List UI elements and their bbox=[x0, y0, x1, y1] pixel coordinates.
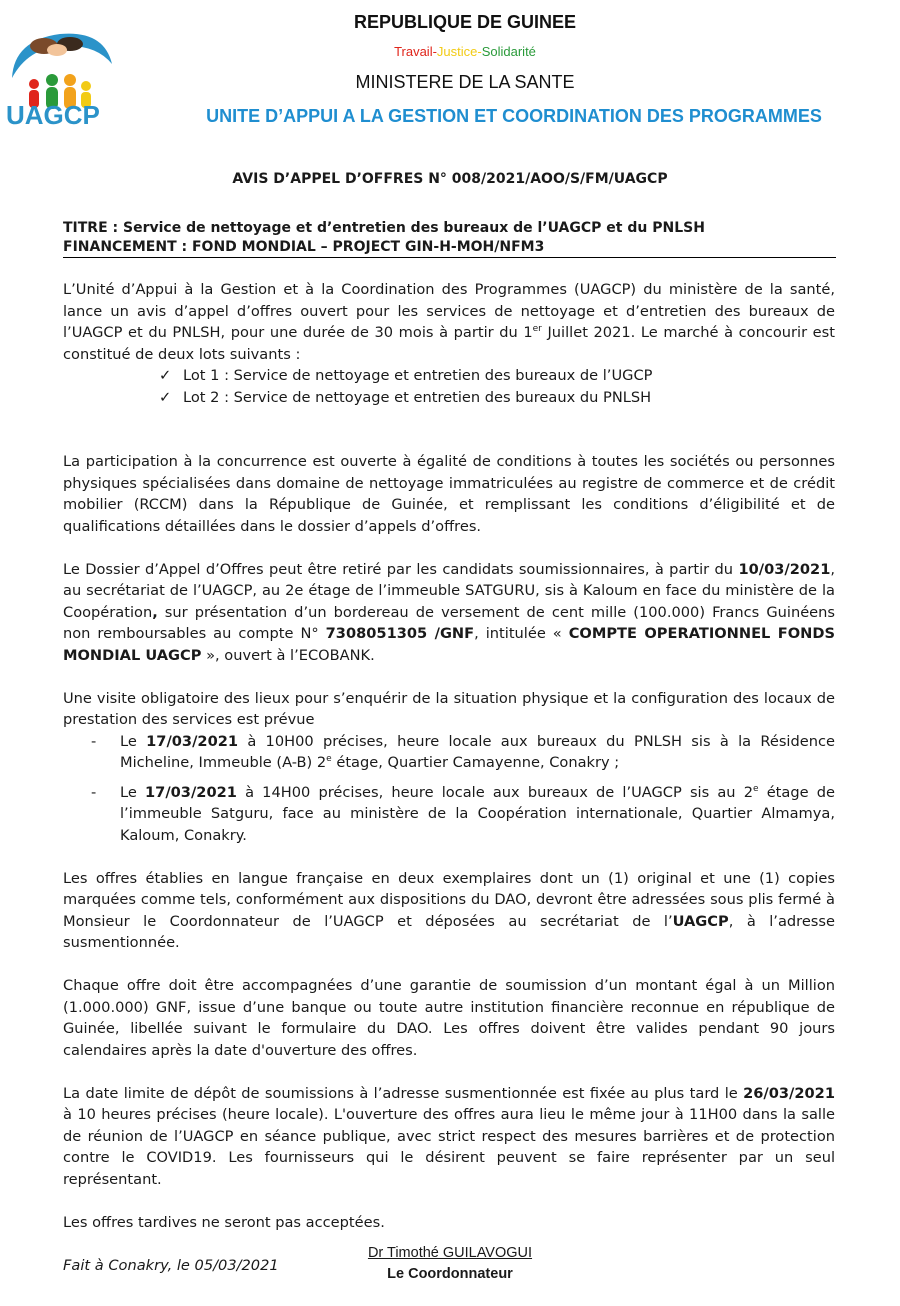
text: , au secrétariat de l’UAGCP, au 2e étage de l’immeuble SATGURU, sis à Kaloum en face du ministère de la Coopération bbox=[63, 560, 835, 621]
paragraph-dossier bbox=[63, 559, 835, 667]
paragraph-late-offers: Les offres tardives ne seront pas acceptées. bbox=[63, 1213, 385, 1231]
text: sur présentation d’un bordereau de versement de cent mille (100.000) Francs Guinéens non remboursables au compte N° bbox=[63, 603, 835, 642]
motto-solidarite: Solidarité bbox=[481, 44, 536, 59]
text: Le Dossier d’Appel d’Offres peut être retiré par les candidats soumissionnaires, à partir du bbox=[63, 560, 739, 578]
dash-mark: - bbox=[91, 732, 97, 750]
motto-justice: Justice- bbox=[436, 44, 482, 59]
divider-line bbox=[63, 257, 836, 258]
dash-mark: - bbox=[91, 783, 97, 801]
superscript: e bbox=[326, 754, 332, 765]
text: Le bbox=[120, 783, 146, 801]
ministry-title: MINISTERE DE LA SANTE bbox=[355, 72, 575, 92]
subject-line: TITRE : Service de nettoyage et d’entretien des bureaux de l’UAGCP et du PNLSH bbox=[63, 220, 705, 236]
paragraph-participation: La participation à la concurrence est ouverte à égalité de conditions à toutes les sociétés ou personnes physiques spécialisées dans domaine de nettoyage immatriculées au registre de commerce et de crédit mobilier (RCCM) dans la République de Guinée, et remplissant les conditions d’éligibilité et de qualifications détaillées dans le dossier d’appels d’offres. bbox=[63, 453, 835, 535]
text: , à l’adresse susmentionnée. bbox=[63, 912, 835, 951]
signatory-role: Le Coordonnateur bbox=[387, 1266, 513, 1282]
lot-1: Lot 1 : Service de nettoyage et entretien des bureaux de l’UGCP bbox=[183, 367, 653, 384]
text: La date limite de dépôt de soumissions à l’adresse susmentionnée est fixée au plus tard le bbox=[63, 1084, 744, 1102]
list-item bbox=[63, 365, 835, 387]
text: , bbox=[152, 603, 158, 621]
unit-title: UNITE D’APPUI A LA GESTION ET COORDINATION DES PROGRAMMES bbox=[206, 106, 822, 126]
date: 10/03/2021 bbox=[738, 560, 831, 578]
paragraph-offers bbox=[63, 868, 835, 954]
paragraph-visit: Une visite obligatoire des lieux pour s’enquérir de la situation physique et la configuration des locaux de prestation des services est prévue bbox=[63, 689, 835, 728]
lot-2: Lot 2 : Service de nettoyage et entretien des bureaux du PNLSH bbox=[183, 388, 652, 406]
paragraph-guarantee: Chaque offre doit être accompagnées d’une garantie de soumission d’un montant égal à un Million (1.000.000) GNF, issue d’une banque ou toute autre institution financière reconnue en république de Guinée, libellée suivant le formulaire du DAO. Les offres doivent être valides pendant 90 jours calendaires après la date d'ouverture des offres. bbox=[63, 977, 835, 1059]
national-motto bbox=[140, 44, 790, 59]
lots-list bbox=[63, 365, 835, 408]
account-number: 7308051305 /GNF bbox=[325, 625, 475, 642]
text: à 10 heures précises (heure locale). L'ouverture des offres aura lieu le même jour à 11H00 dans la salle de réunion de l’UAGCP en séance publique, avec strict respect des mesures barrières et de protection contre le COVID19. Les fournisseurs qui le désirent peuvent se faire représenter par un seul représentant. bbox=[63, 1106, 835, 1188]
notice-subject bbox=[63, 219, 843, 257]
text: UAGCP bbox=[672, 912, 729, 930]
superscript: er bbox=[532, 324, 542, 335]
check-icon: ✓ bbox=[159, 367, 172, 384]
signatory-name: Dr Timothé GUILAVOGUI bbox=[367, 1245, 533, 1261]
date: 17/03/2021 bbox=[145, 783, 237, 801]
check-icon: ✓ bbox=[159, 388, 172, 406]
paragraph-intro bbox=[63, 279, 835, 365]
text: à 14H00 précises, heure locale aux bureaux de l’UAGCP sis au 2 bbox=[236, 783, 753, 801]
text: étage, Quartier Camayenne, Conakry ; bbox=[331, 754, 620, 771]
account-name: COMPTE OPERATIONNEL FONDS MONDIAL UAGCP bbox=[63, 625, 835, 664]
date: 26/03/2021 bbox=[743, 1084, 835, 1102]
list-item bbox=[63, 387, 835, 409]
text: à 10H00 précises, heure locale aux bureaux du PNLSH sis à la Résidence Micheline, Immeuble (A-B) 2 bbox=[120, 732, 835, 771]
visits-list bbox=[63, 731, 835, 847]
logo-text: UAGCP bbox=[6, 100, 100, 130]
date: 17/03/2021 bbox=[146, 732, 239, 750]
funding-line: FINANCEMENT : FOND MONDIAL – PROJECT GIN-H-MOH/NFM3 bbox=[63, 239, 545, 255]
notice-body bbox=[63, 279, 835, 1276]
republic-title: REPUBLIQUE DE GUINEE bbox=[353, 12, 577, 32]
text: Le bbox=[120, 732, 147, 750]
text: étage de l’immeuble Satguru, face au ministère de la Coopération internationale, Quartier Almamya, Kaloum, Conakry. bbox=[120, 783, 835, 844]
text: Juillet 2021. Le marché à concourir est constitué de deux lots suivants : bbox=[63, 324, 835, 363]
text: L’Unité d’Appui à la Gestion et à la Coordination des Programmes (UAGCP) du ministère de la santé, lance un avis d’appel d’offres ouvert pour les services de nettoyage et d’entretien des bureaux de l’UAGCP et du PNLSH, pour une durée de 30 mois à partir du 1 bbox=[63, 281, 835, 341]
paragraph-deadline bbox=[63, 1083, 835, 1191]
text: Les offres établies en langue française en deux exemplaires dont un (1) original et une (1) copies marquées comme tels, conformément aux dispositions du DAO, devront être adressées sous plis fermé à Monsieur le Coordonnateur de l’UAGCP et déposées au secrétariat de l’ bbox=[63, 869, 835, 930]
place-date: Fait à Conakry, le 05/03/2021 bbox=[63, 1256, 279, 1274]
list-item bbox=[63, 731, 835, 774]
list-item bbox=[63, 782, 835, 847]
notice-title: AVIS D’APPEL D’OFFRES N° 008/2021/AOO/S/FM/UAGCP bbox=[232, 171, 668, 187]
motto-travail: Travail- bbox=[394, 44, 437, 59]
text: , intitulée « bbox=[474, 625, 569, 642]
text: », ouvert à l’ECOBANK. bbox=[201, 646, 375, 664]
superscript: e bbox=[753, 783, 759, 794]
